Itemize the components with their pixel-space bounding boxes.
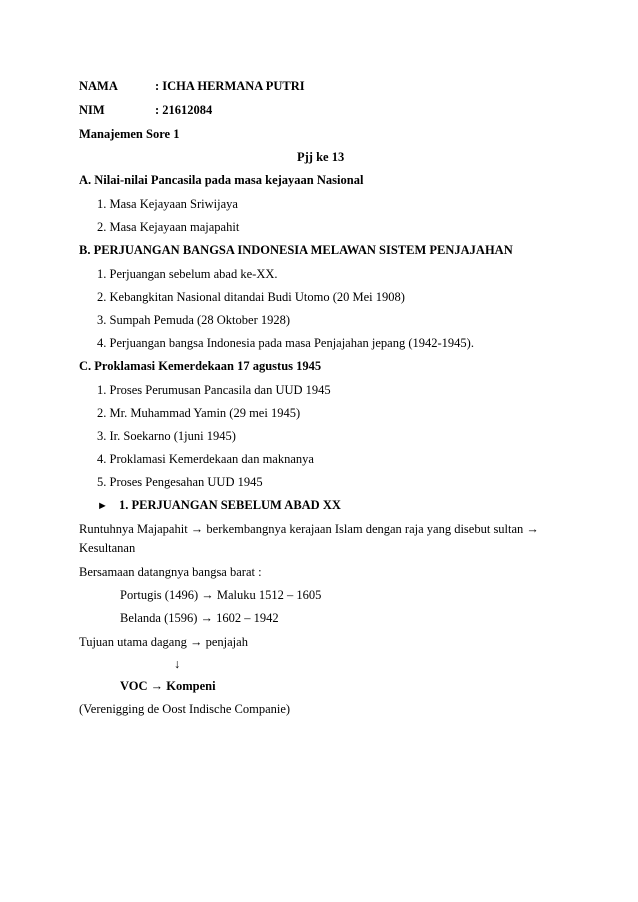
voc-line: VOC → Kompeni [120, 679, 216, 693]
paragraph-line: Runtuhnya Majapahit → berkembangnya kerajaan Islam dengan raja yang disebut sultan → [79, 522, 539, 536]
class-name: Manajemen Sore 1 [79, 127, 180, 141]
section-c-item: 2. Mr. Muhammad Yamin (29 mei 1945) [97, 406, 301, 420]
pointer-arrow-icon: ► [97, 500, 108, 512]
section-b-title: B. PERJUANGAN BANGSA INDONESIA MELAWAN SISTEM PENJAJAHAN [79, 243, 513, 257]
portugis-line: Portugis (1496) → Maluku 1512 – 1605 [120, 588, 322, 602]
belanda-line: Belanda (1596) → 1602 – 1942 [120, 611, 279, 625]
section-c-title: C. Proklamasi Kemerdekaan 17 agustus 1945 [79, 359, 322, 373]
down-arrow-icon: ↓ [174, 657, 181, 671]
subsection-title: 1. PERJUANGAN SEBELUM ABAD XX [119, 498, 341, 512]
section-b-item: 3. Sumpah Pemuda (28 Oktober 1928) [97, 313, 291, 327]
voc-note: (Verenigging de Oost Indische Companie) [79, 702, 291, 716]
section-a-item: 1. Masa Kejayaan Sriwijaya [97, 197, 238, 211]
section-b-item: 1. Perjuangan sebelum abad ke-XX. [97, 267, 278, 281]
nama-value: : ICHA HERMANA PUTRI [155, 79, 305, 93]
section-a-item: 2. Masa Kejayaan majapahit [97, 220, 240, 234]
section-b-item: 2. Kebangkitan Nasional ditandai Budi Utomo (20 Mei 1908) [97, 290, 405, 304]
nim-value: : 21612084 [155, 103, 213, 117]
paragraph-line: Kesultanan [79, 541, 136, 555]
section-a-title: A. Nilai-nilai Pancasila pada masa kejayaan Nasional [79, 173, 364, 187]
section-c-item: 3. Ir. Soekarno (1juni 1945) [97, 429, 236, 443]
meeting-number: Pjj ke 13 [297, 150, 345, 164]
paragraph-line: Bersamaan datangnya bangsa barat : [79, 565, 262, 579]
nama-row [79, 78, 305, 94]
subsection-heading [97, 497, 341, 514]
section-c-item: 5. Proses Pengesahan UUD 1945 [97, 475, 263, 489]
section-c-item: 1. Proses Perumusan Pancasila dan UUD 1945 [97, 383, 331, 397]
nama-label: NAMA [79, 79, 118, 93]
section-c-item: 4. Proklamasi Kemerdekaan dan maknanya [97, 452, 314, 466]
tujuan-line: Tujuan utama dagang → penjajah [79, 635, 248, 649]
section-b-item: 4. Perjuangan bangsa Indonesia pada masa Penjajahan jepang (1942-1945). [97, 336, 474, 350]
nim-row [79, 102, 212, 118]
nim-label: NIM [79, 103, 105, 117]
